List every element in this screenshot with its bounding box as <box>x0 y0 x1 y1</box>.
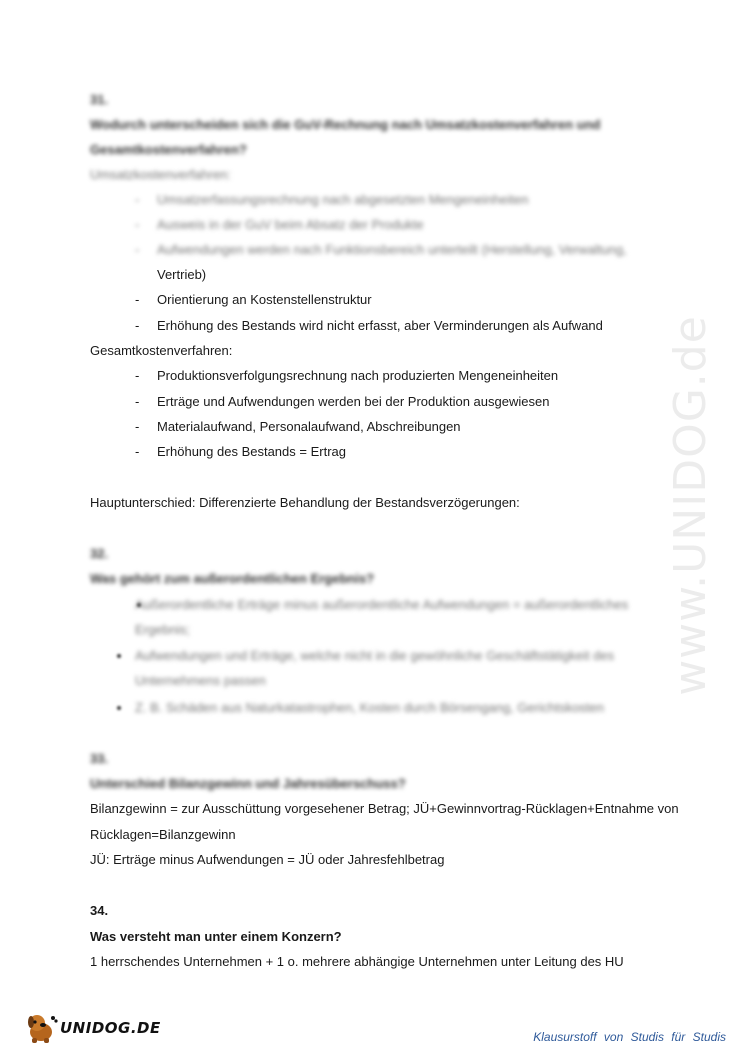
footer-tagline: Klausurstoff von Studis für Studis <box>533 1030 726 1044</box>
q31-subheading-gesamt: Gesamtkostenverfahren: <box>90 343 233 358</box>
watermark <box>650 280 730 730</box>
dog-mascot-icon <box>24 1012 58 1044</box>
q31-subheading-umsatz: Umsatzkostenverfahren: <box>90 167 231 182</box>
q31-item-2: Ausweis in der GuV beim Absatz der Produkte <box>157 217 424 232</box>
q31-item-7: Erträge und Aufwendungen werden bei der Produktion ausgewiesen <box>157 394 550 409</box>
watermark-text: www.UNIDOG.de <box>664 314 716 696</box>
q32-bullet-3: Z. B. Schäden aus Naturkatastrophen, Kosten durch Börsengang, Gerichtskosten <box>135 700 604 715</box>
q32-bullet-1-line2: Ergebnis; <box>135 622 190 637</box>
q32-question: Was gehört zum außerordentlichen Ergebnis? <box>90 571 375 586</box>
q32-number: 32. <box>90 546 109 561</box>
q33-number: 33. <box>90 751 109 766</box>
bullet-dot <box>117 654 121 658</box>
q34-number: 34. <box>90 903 109 918</box>
list-dash: - <box>135 419 140 434</box>
q31-item-6: Produktionsverfolgungsrechnung nach produzierten Mengeneinheiten <box>157 368 559 383</box>
q31-item-4: Orientierung an Kostenstellenstruktur <box>157 292 372 307</box>
q31-item-3-line1: Aufwendungen werden nach Funktionsbereich unterteilt (Herstellung, Verwaltung, <box>157 242 627 257</box>
q33-answer-line2: Rücklagen=Bilanzgewinn <box>90 827 236 842</box>
q31-question-line2: Gesamtkostenverfahren? <box>90 142 247 157</box>
q31-item-3-line2: Vertrieb) <box>157 267 207 282</box>
q31-item-1: Umsatzerfassungsrechnung nach abgesetzten Mengeneinheiten <box>157 192 529 207</box>
unidog-logo[interactable] <box>24 1012 161 1044</box>
bullet-dot <box>117 706 121 710</box>
q33-question: Unterschied Bilanzgewinn und Jahresüberschuss? <box>90 776 406 791</box>
list-dash: - <box>135 217 140 232</box>
list-dash: - <box>135 318 140 333</box>
q31-item-5: Erhöhung des Bestands wird nicht erfasst, aber Verminderungen als Aufwand <box>157 318 603 333</box>
q32-bullet-1-line1: Außerordentliche Erträge minus außerordentliche Aufwendungen = außerordentliches <box>135 597 629 612</box>
list-dash: - <box>135 192 140 207</box>
q31-question-line1: Wodurch unterscheiden sich die GuV-Rechnung nach Umsatzkostenverfahren und <box>90 117 601 132</box>
q34-question: Was versteht man unter einem Konzern? <box>90 929 342 944</box>
q33-answer-line3: JÜ: Erträge minus Aufwendungen = JÜ oder Jahresfehlbetrag <box>90 852 445 867</box>
list-dash: - <box>135 444 140 459</box>
q31-number: 31. <box>90 92 109 107</box>
q31-item-8: Materialaufwand, Personalaufwand, Abschreibungen <box>157 419 461 434</box>
q31-item-9: Erhöhung des Bestands = Ertrag <box>157 444 346 459</box>
q32-bullet-2-line2: Unternehmens passen <box>135 673 266 688</box>
list-dash: - <box>135 242 140 257</box>
logo-text: UNIDOG.DE <box>60 1019 161 1037</box>
q34-answer: 1 herrschendes Unternehmen + 1 o. mehrere abhängige Unternehmen unter Leitung des HU <box>90 954 624 969</box>
q33-answer-line1: Bilanzgewinn = zur Ausschüttung vorgesehener Betrag; JÜ+Gewinnvortrag-Rücklagen+Entnahme von <box>90 801 679 816</box>
q31-main-difference: Hauptunterschied: Differenzierte Behandlung der Bestandsverzögerungen: <box>90 495 520 510</box>
list-dash: - <box>135 368 140 383</box>
list-dash: - <box>135 292 140 307</box>
q32-bullet-2-line1: Aufwendungen und Erträge, welche nicht in die gewöhnliche Geschäftstätigkeit des <box>135 648 615 663</box>
list-dash: - <box>135 394 140 409</box>
